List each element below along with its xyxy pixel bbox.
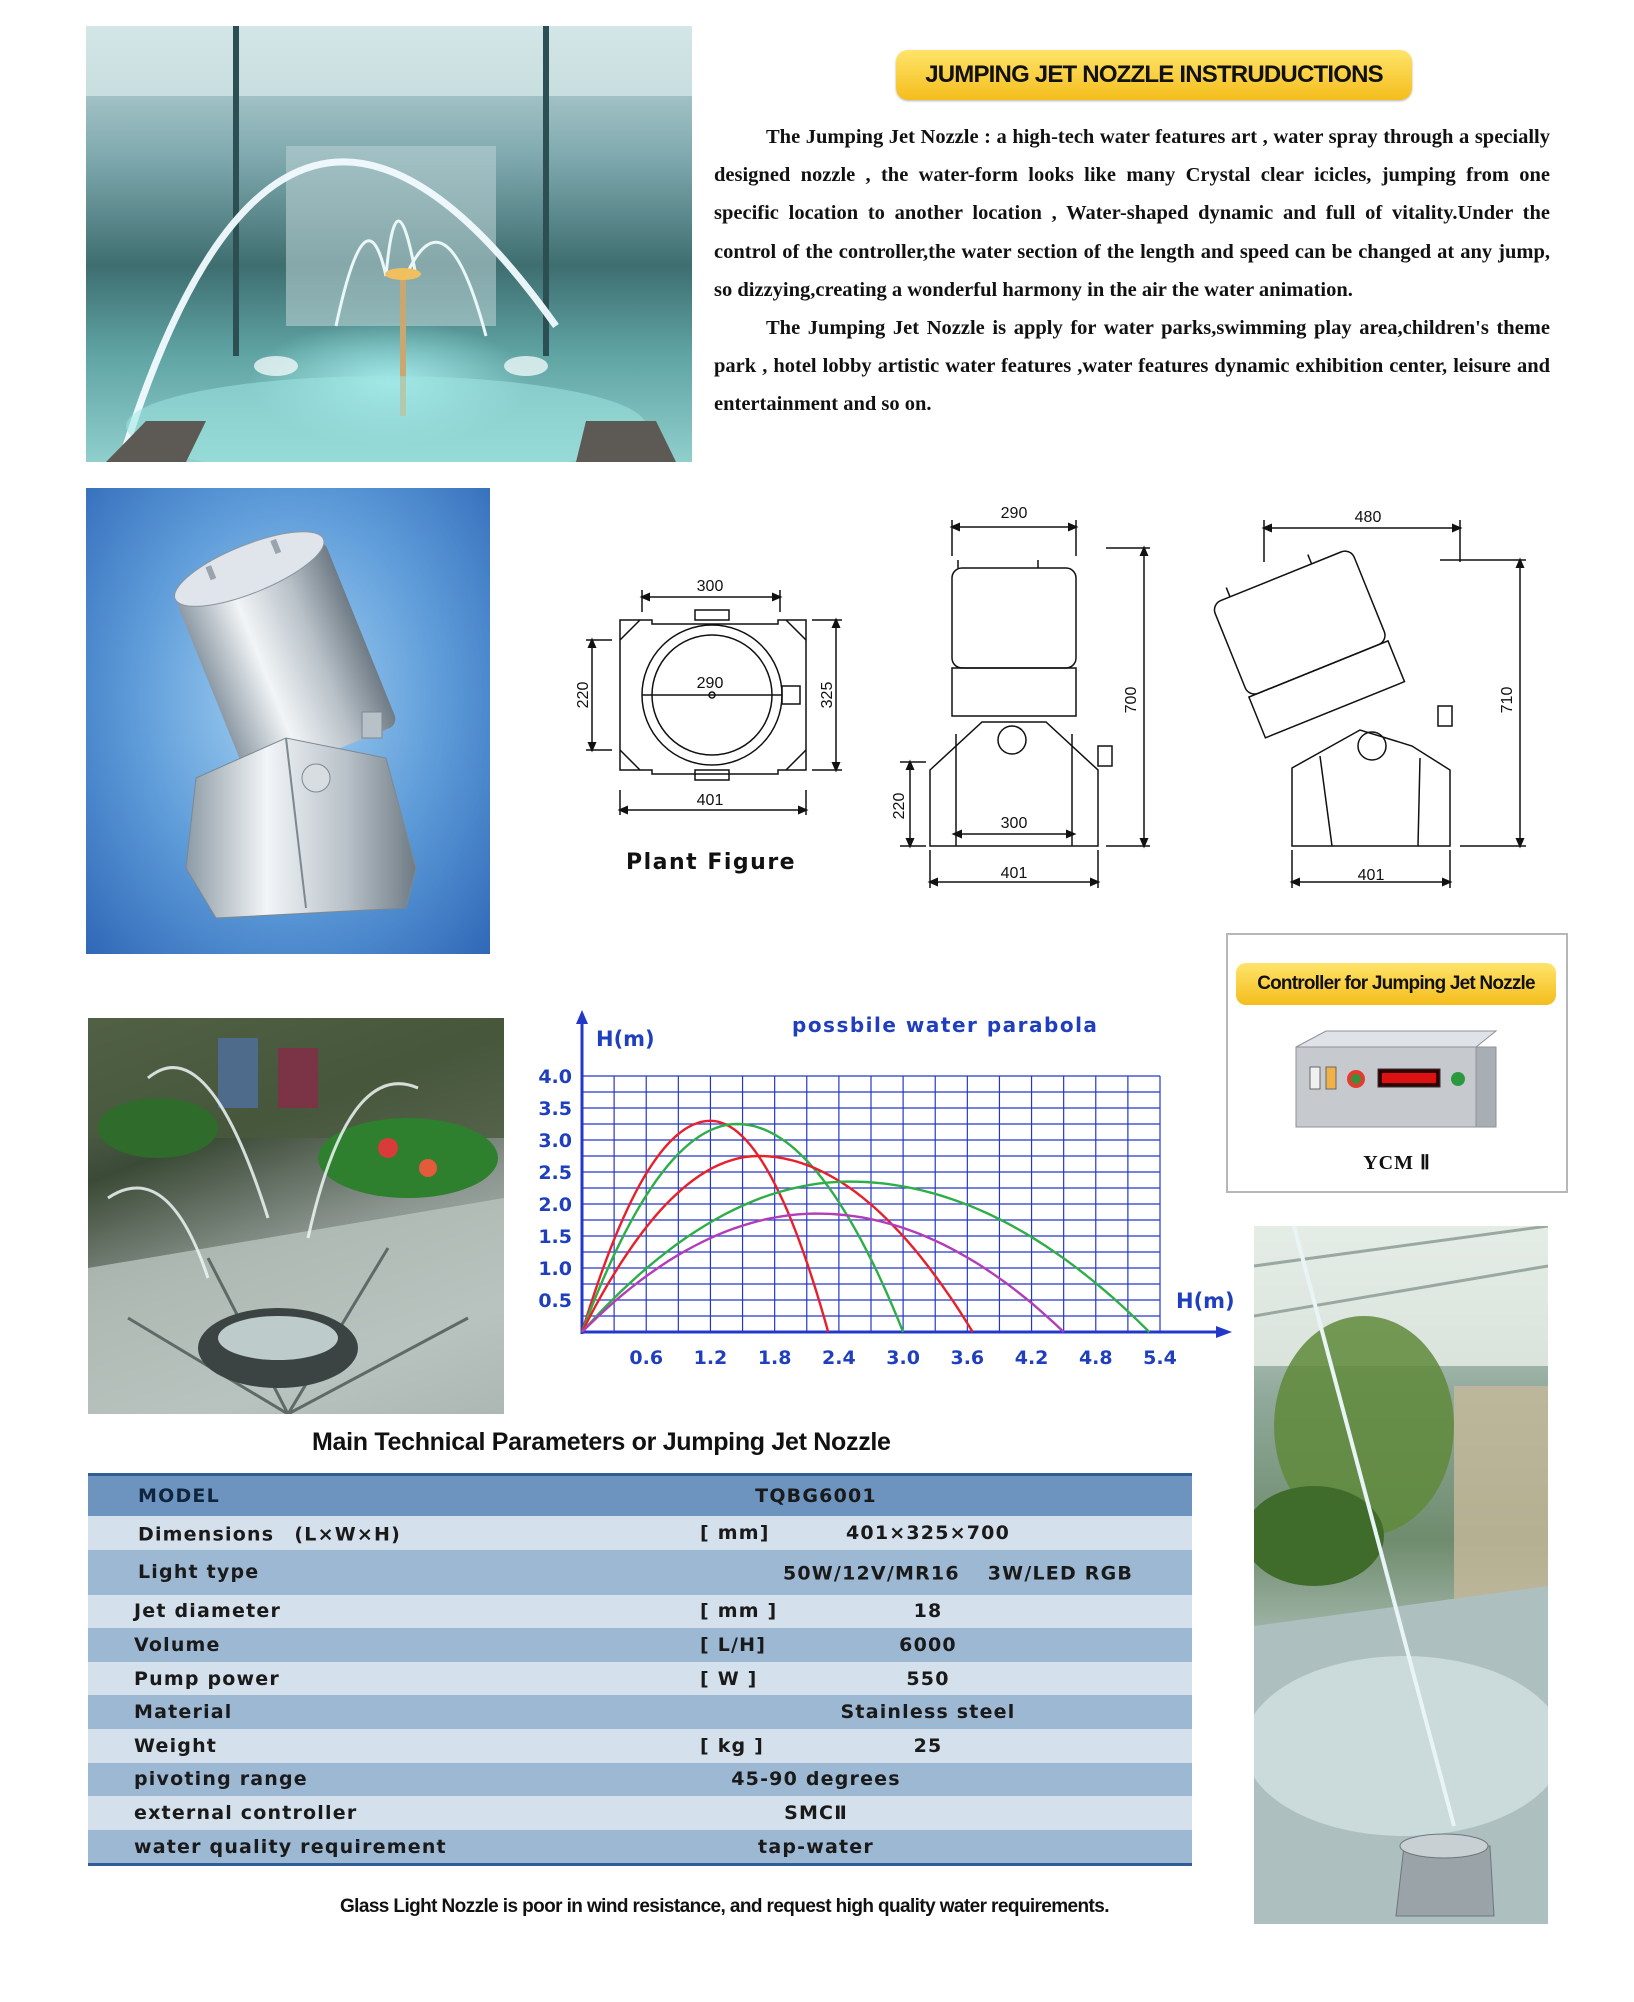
row-weight-name: Weight: [134, 1734, 218, 1757]
intro-paragraph-1: The Jumping Jet Nozzle : a high-tech water features art , water spray through a specially designed nozzle , the water-form looks like many Crystal clear icicles, jumping from one specific location to another location , Water-shaped dynamic and full of vitality.Under the control of the controller,the water section of the length and speed can be changed at any jump, so dizzying,creating a wonderful harmony in the air the water animation.: [714, 126, 1550, 301]
mall-fountain-photo: [1254, 1226, 1548, 1924]
row-water-quality-value: tap-water: [758, 1835, 874, 1858]
chart-grid: [576, 1010, 1232, 1338]
x-tick-label: 3.0: [886, 1347, 920, 1369]
row-weight-value: 25: [913, 1734, 943, 1757]
table-row: [88, 1763, 1192, 1797]
front-elevation-drawing: [900, 520, 1150, 888]
x-axis-arrow: [1216, 1326, 1232, 1338]
controller-title: Controller for Jumping Jet Nozzle: [1236, 963, 1556, 1005]
mall-fountain-illustration: [1254, 1226, 1548, 1924]
table-row: [88, 1516, 1192, 1550]
front-bottom-dimension: 401: [1000, 865, 1028, 882]
chart-y-axis-label: H(m): [596, 1027, 655, 1051]
model-label: MODEL: [138, 1485, 220, 1507]
chart-x-axis-label: H(m): [1176, 1289, 1235, 1313]
row-dimensions-value: 401×325×700: [845, 1521, 1011, 1544]
nozzle-product-photo: [86, 488, 490, 954]
table-row: [88, 1628, 1192, 1662]
water-parabola-chart: [520, 1008, 1240, 1398]
y-tick-label: 0.5: [538, 1290, 572, 1312]
table-row: [88, 1550, 1192, 1595]
plaza-fountain-illustration: [88, 1018, 504, 1414]
y-axis-arrow: [576, 1010, 588, 1024]
parameters-table: [88, 1473, 1192, 1866]
x-tick-label: 4.2: [1014, 1347, 1049, 1369]
x-tick-label: 0.6: [629, 1347, 664, 1369]
plaza-fountain-photo: [88, 1018, 504, 1414]
x-tick-label: 3.6: [950, 1347, 985, 1369]
plant-left-dimension: 220: [575, 681, 592, 709]
y-tick-label: 2.0: [538, 1194, 572, 1216]
row-external-controller-name: external controller: [134, 1801, 358, 1824]
y-tick-label: 2.5: [538, 1162, 572, 1184]
plant-figure-drawing: [586, 590, 842, 815]
table-row: [88, 1662, 1192, 1696]
lobby-fountain-photo: [86, 26, 692, 462]
row-light-type-value: 50W/12V/MR16 3W/LED RGB: [782, 1562, 1134, 1585]
front-height-dimension: 700: [1123, 686, 1140, 714]
x-tick-label: 1.8: [757, 1347, 792, 1369]
table-row: [88, 1830, 1192, 1864]
tilted-elevation-drawing: [1208, 520, 1526, 888]
y-tick-label: 1.5: [538, 1226, 572, 1248]
x-tick-label: 5.4: [1143, 1347, 1177, 1369]
params-title: Main Technical Parameters or Jumping Jet Nozzle: [312, 1428, 891, 1456]
front-base-height-dimension: 220: [891, 792, 908, 820]
model-value: TQBG6001: [755, 1485, 877, 1507]
technical-drawings: [560, 500, 1560, 910]
nozzle-product-illustration: [86, 488, 490, 954]
x-tick-label: 1.2: [693, 1347, 728, 1369]
y-tick-label: 4.0: [538, 1066, 572, 1088]
y-tick-label: 1.0: [538, 1258, 572, 1280]
row-pump-power-value: 550: [906, 1667, 950, 1690]
table-row: [88, 1595, 1192, 1629]
row-light-type-name: Light type: [138, 1561, 260, 1584]
table-row: [88, 1695, 1192, 1729]
plant-figure-caption: Plant Figure: [626, 850, 797, 875]
x-tick-label: 4.8: [1078, 1347, 1113, 1369]
row-dimensions-name: Dimensions (L×W×H): [138, 1523, 401, 1546]
chart-title: possbile water parabola: [792, 1013, 1099, 1037]
y-tick-label: 3.0: [538, 1130, 572, 1152]
row-volume-name: Volume: [134, 1633, 221, 1656]
table-header-row: [88, 1476, 1192, 1516]
row-weight-unit: [ kg ]: [700, 1734, 765, 1757]
tilted-height-dimension: 710: [1499, 686, 1516, 714]
row-jet-diameter-name: Jet diameter: [134, 1600, 282, 1623]
row-material-name: Material: [134, 1701, 233, 1724]
table-row: [88, 1729, 1192, 1763]
y-tick-label: 3.5: [538, 1098, 572, 1120]
row-jet-diameter-unit: [ mm ]: [700, 1600, 778, 1623]
x-tick-label: 2.4: [822, 1347, 856, 1369]
intro-text: [714, 118, 1550, 424]
plant-right-dimension: 325: [819, 681, 836, 709]
instructions-title: JUMPING JET NOZZLE INSTRUDUCTIONS: [896, 50, 1412, 100]
intro-paragraph-2: The Jumping Jet Nozzle is apply for water parks,swimming play area,children's theme park , hotel lobby artistic water features ,water features dynamic exhibition center, leisure and entertainment and so on.: [714, 317, 1550, 416]
footnote: Glass Light Nozzle is poor in wind resistance, and request high quality water requirements.: [340, 1896, 1109, 1917]
row-pivoting-range-name: pivoting range: [134, 1768, 308, 1791]
row-pump-power-name: Pump power: [134, 1667, 280, 1690]
controller-device-illustration: [1286, 1027, 1506, 1137]
row-volume-unit: [ L/H]: [700, 1633, 767, 1656]
front-inner-dimension: 300: [1000, 815, 1028, 832]
row-water-quality-name: water quality requirement: [134, 1835, 447, 1858]
tilted-bottom-dimension: 401: [1357, 867, 1385, 884]
tilted-top-dimension: 480: [1354, 509, 1382, 526]
plant-circle-dimension: 290: [696, 675, 724, 692]
controller-model: YCM Ⅱ: [1363, 1152, 1431, 1174]
row-pump-power-unit: [ W ]: [700, 1667, 758, 1690]
lobby-fountain-illustration: [86, 26, 692, 462]
table-row: [88, 1796, 1192, 1830]
row-pivoting-range-value: 45-90 degrees: [731, 1768, 901, 1791]
row-dimensions-unit: [ mm]: [700, 1521, 770, 1544]
plant-top-dimension: 300: [696, 578, 724, 595]
row-jet-diameter-value: 18: [913, 1600, 943, 1623]
row-external-controller-value: SMCⅡ: [784, 1801, 848, 1824]
row-material-value: Stainless steel: [840, 1701, 1016, 1724]
row-volume-value: 6000: [899, 1633, 957, 1656]
controller-panel: [1226, 933, 1568, 1193]
front-top-dimension: 290: [1000, 505, 1028, 522]
plant-bottom-dimension: 401: [696, 792, 724, 809]
